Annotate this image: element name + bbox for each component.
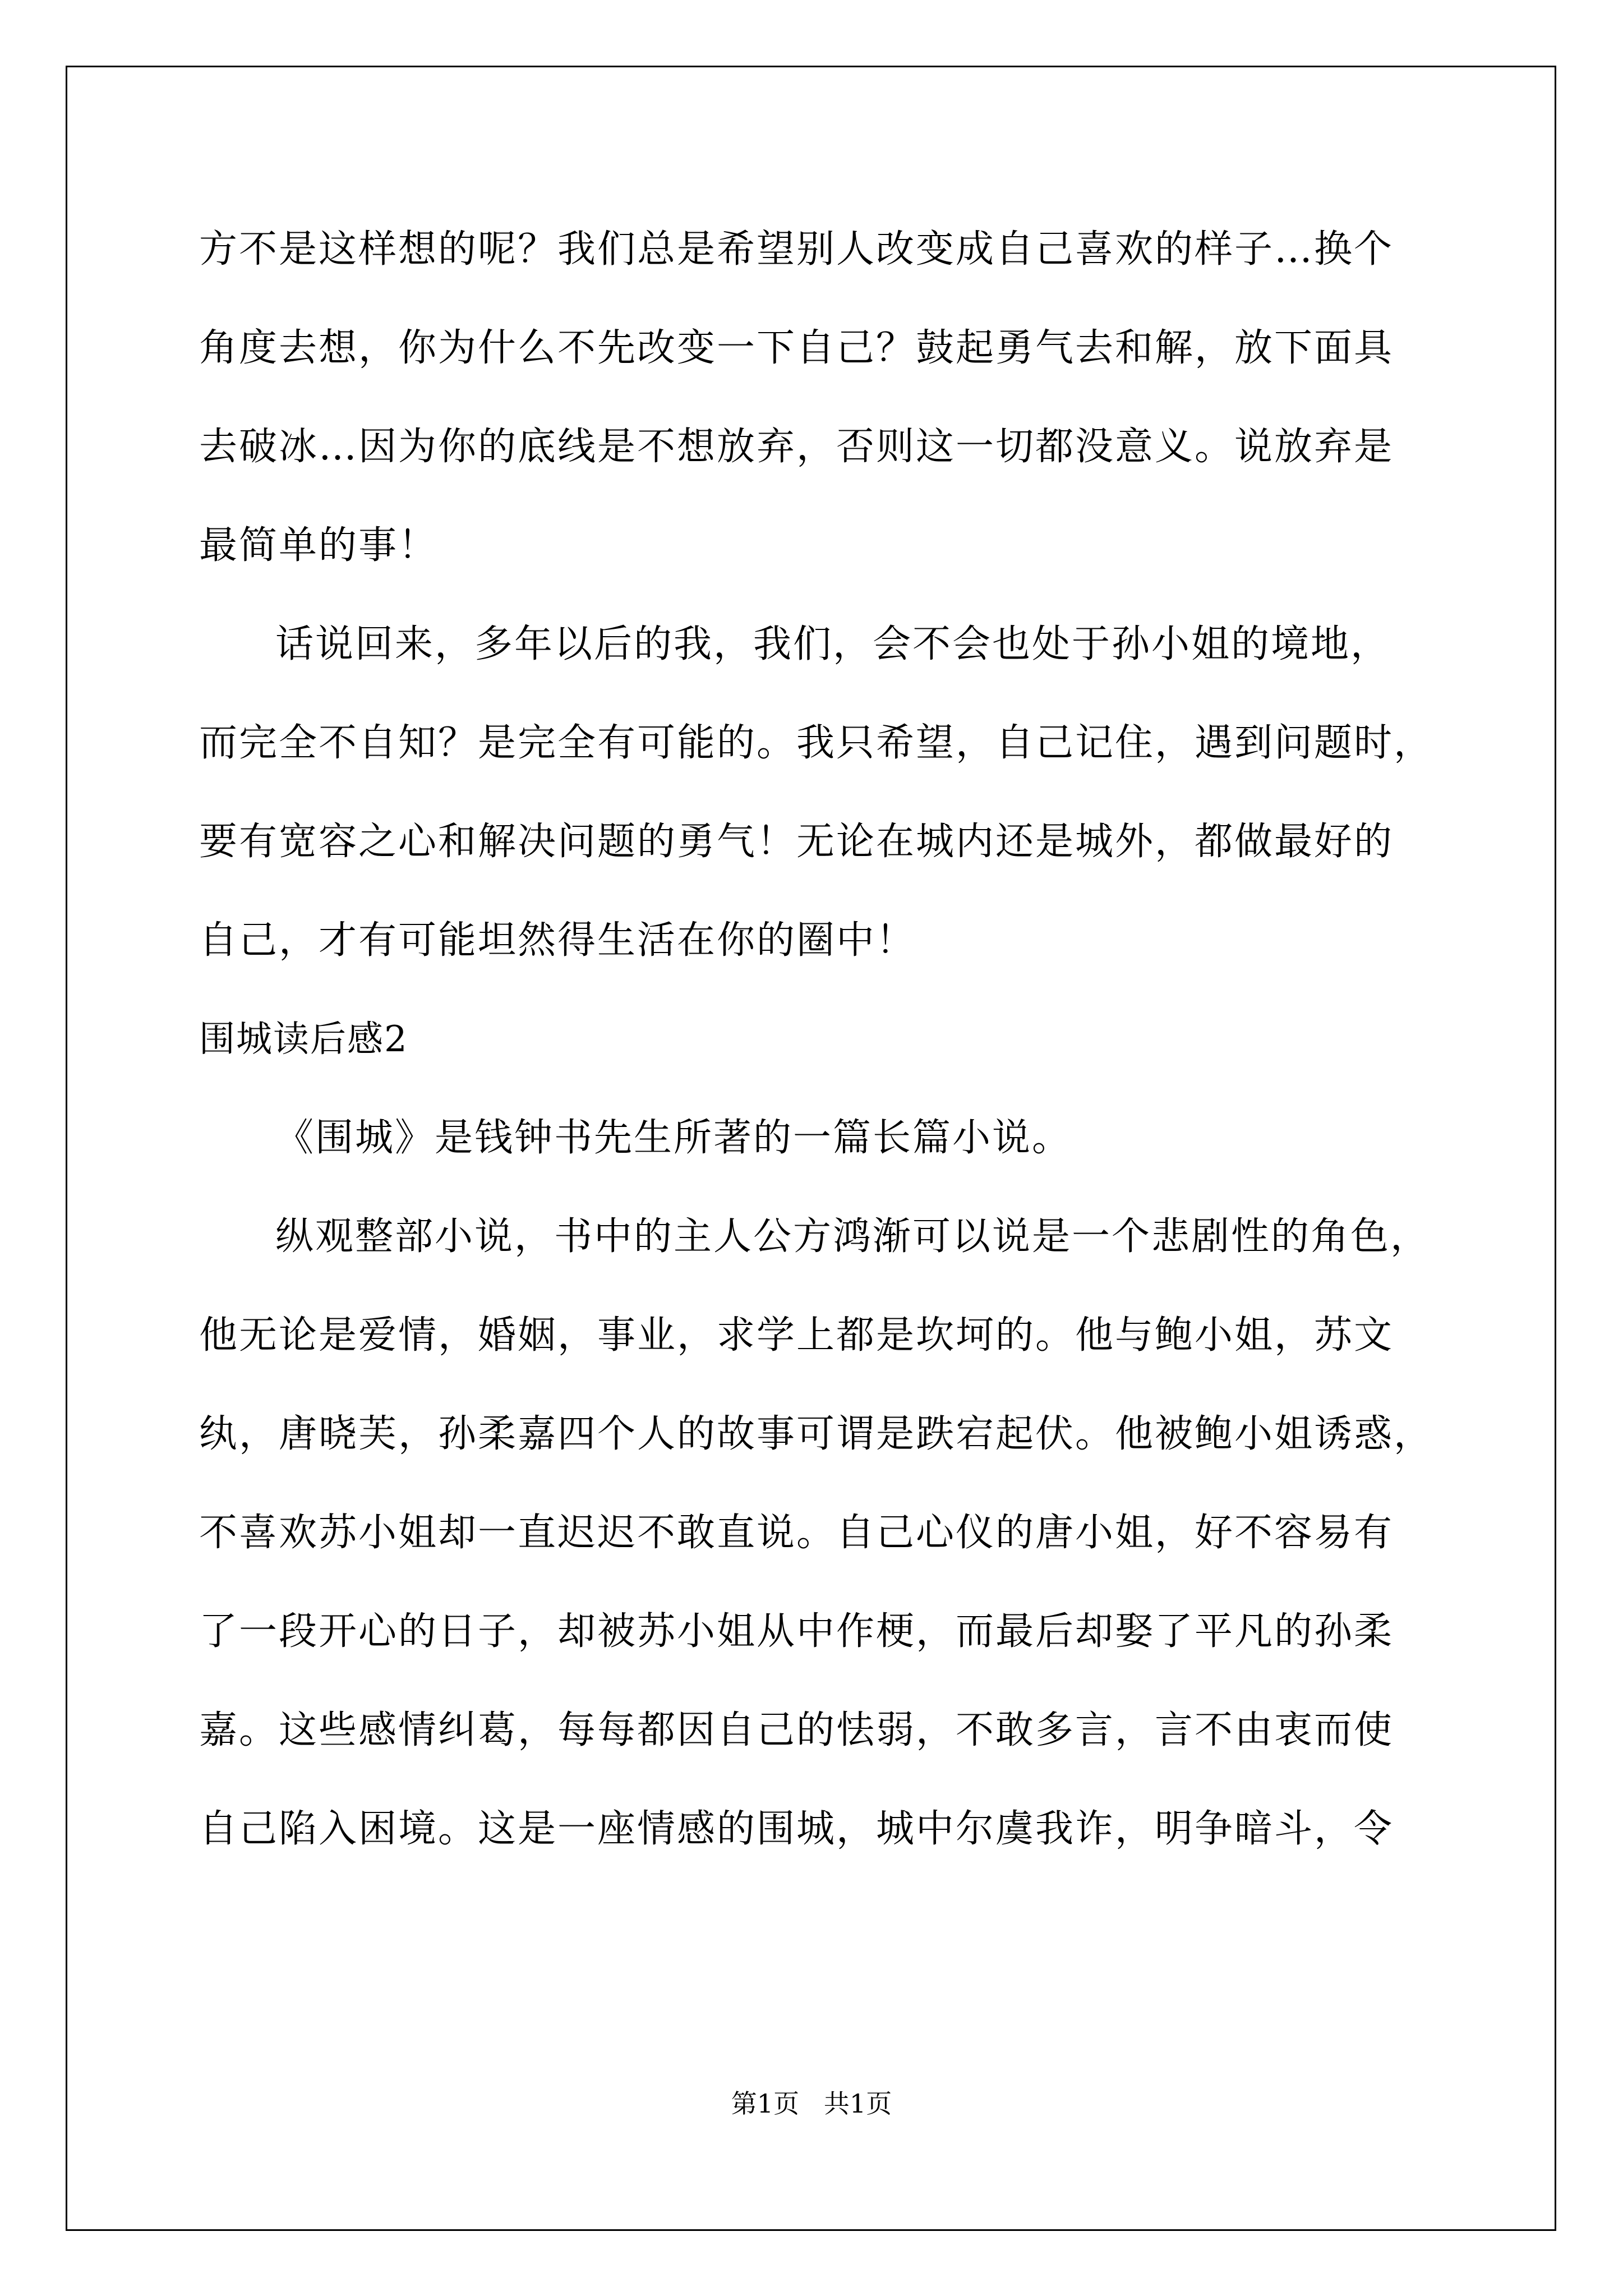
text-line: 自己，才有可能坦然得生活在你的圈中！ (199, 918, 916, 963)
text-line: 《围城》是钱钟书先生所著的一篇长篇小说。 (275, 1116, 1072, 1160)
text-line: 不喜欢苏小姐却一直迟迟不敢直说。自己心仪的唐小姐，好不容易有 (199, 1511, 1394, 1555)
text-line: 最简单的事！ (199, 523, 439, 568)
text-line: 了一段开心的日子，却被苏小姐从中作梗，而最后却娶了平凡的孙柔 (199, 1609, 1394, 1654)
text-line: 纵观整部小说，书中的主人公方鸿渐可以说是一个悲剧性的角色， (275, 1214, 1431, 1259)
section-heading: 围城读后感2 (199, 1019, 408, 1060)
text-line: 他无论是爱情，婚姻，事业，求学上都是坎坷的。他与鲍小姐，苏文 (199, 1313, 1394, 1358)
text-line: 方不是这样想的呢？我们总是希望别人改变成自己喜欢的样子…换个 (199, 227, 1394, 272)
text-line: 角度去想，你为什么不先改变一下自己？鼓起勇气去和解，放下面具 (199, 326, 1394, 370)
text-line: 要有宽容之心和解决问题的勇气！无论在城内还是城外，都做最好的 (199, 820, 1394, 864)
page-number-footer: 第1页 共1页 (731, 2088, 892, 2119)
text-line: 自己陷入困境。这是一座情感的围城，城中尔虞我诈，明争暗斗，令 (199, 1807, 1394, 1851)
text-line: 话说回来，多年以后的我，我们，会不会也处于孙小姐的境地， (275, 622, 1391, 666)
text-line: 去破冰…因为你的底线是不想放弃，否则这一切都没意义。说放弃是 (199, 425, 1394, 469)
text-line: 而完全不自知？是完全有可能的。我只希望，自己记住，遇到问题时， (199, 721, 1434, 765)
text-line: 纨，唐晓芙，孙柔嘉四个人的故事可谓是跌宕起伏。他被鲍小姐诱惑， (199, 1412, 1434, 1456)
text-line: 嘉。这些感情纠葛，每每都因自己的怯弱，不敢多言，言不由衷而使 (199, 1708, 1394, 1752)
